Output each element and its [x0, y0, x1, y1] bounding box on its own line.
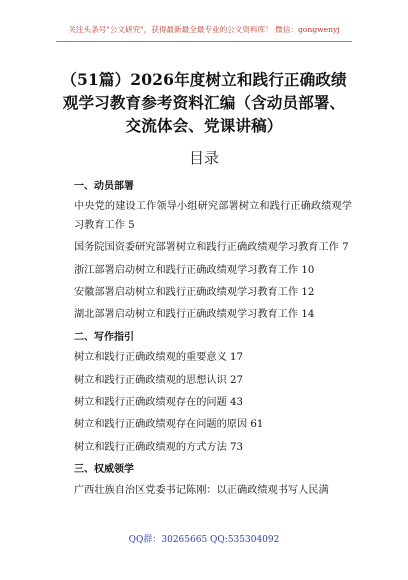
toc-entry[interactable]: 湖北部署启动树立和践行正确政绩观学习教育工作 14 — [74, 309, 315, 321]
toc-entry[interactable]: 树立和践行正确政绩观的重要意义 17 — [74, 352, 244, 364]
toc-entry[interactable]: 树立和践行正确政绩观存在问题的原因 61 — [74, 419, 264, 431]
toc-section-title: 二、写作指引 — [74, 331, 134, 343]
toc-entry[interactable]: 国务院国资委研究部署树立和践行正确政绩观学习教育工作 7 — [74, 242, 349, 254]
toc-entry[interactable]: 树立和践行正确政绩观存在的问题 43 — [74, 397, 244, 409]
toc-entry[interactable]: 安徽部署启动树立和践行正确政绩观学习教育工作 12 — [74, 287, 315, 299]
toc-section-title: 三、权威领学 — [74, 464, 134, 476]
table-of-contents — [74, 176, 352, 504]
toc-entry[interactable]: 树立和践行正确政绩观的思想认识 27 — [74, 374, 244, 386]
toc-entry[interactable]: 浙江部署启动树立和践行正确政绩观学习教育工作 10 — [74, 264, 315, 276]
document-title: （51篇）2026年度树立和践行正确政绩观学习教育参考资料汇编（含动员部署、交流体会、党课讲稿） — [61, 70, 347, 135]
header-notice: 关注头条号"公文研究"，获得最新最全最专业的公文资料库！ 微信：gongwenyj — [68, 25, 340, 34]
toc-entry[interactable]: 广西壮族自治区党委书记陈刚：以正确政绩观书写人民满 — [74, 484, 329, 496]
toc-heading: 目录 — [188, 149, 219, 167]
footer-contact: QQ群：30265665 QQ:535304092 — [128, 535, 280, 545]
toc-entry[interactable]: 树立和践行正确政绩观的方式方法 73 — [74, 441, 244, 453]
toc-entry[interactable]: 中央党的建设工作领导小组研究部署树立和践行正确政绩观学习教育工作 5 — [74, 201, 352, 231]
header-divider — [56, 41, 352, 42]
toc-section-title: 一、动员部署 — [74, 181, 134, 192]
